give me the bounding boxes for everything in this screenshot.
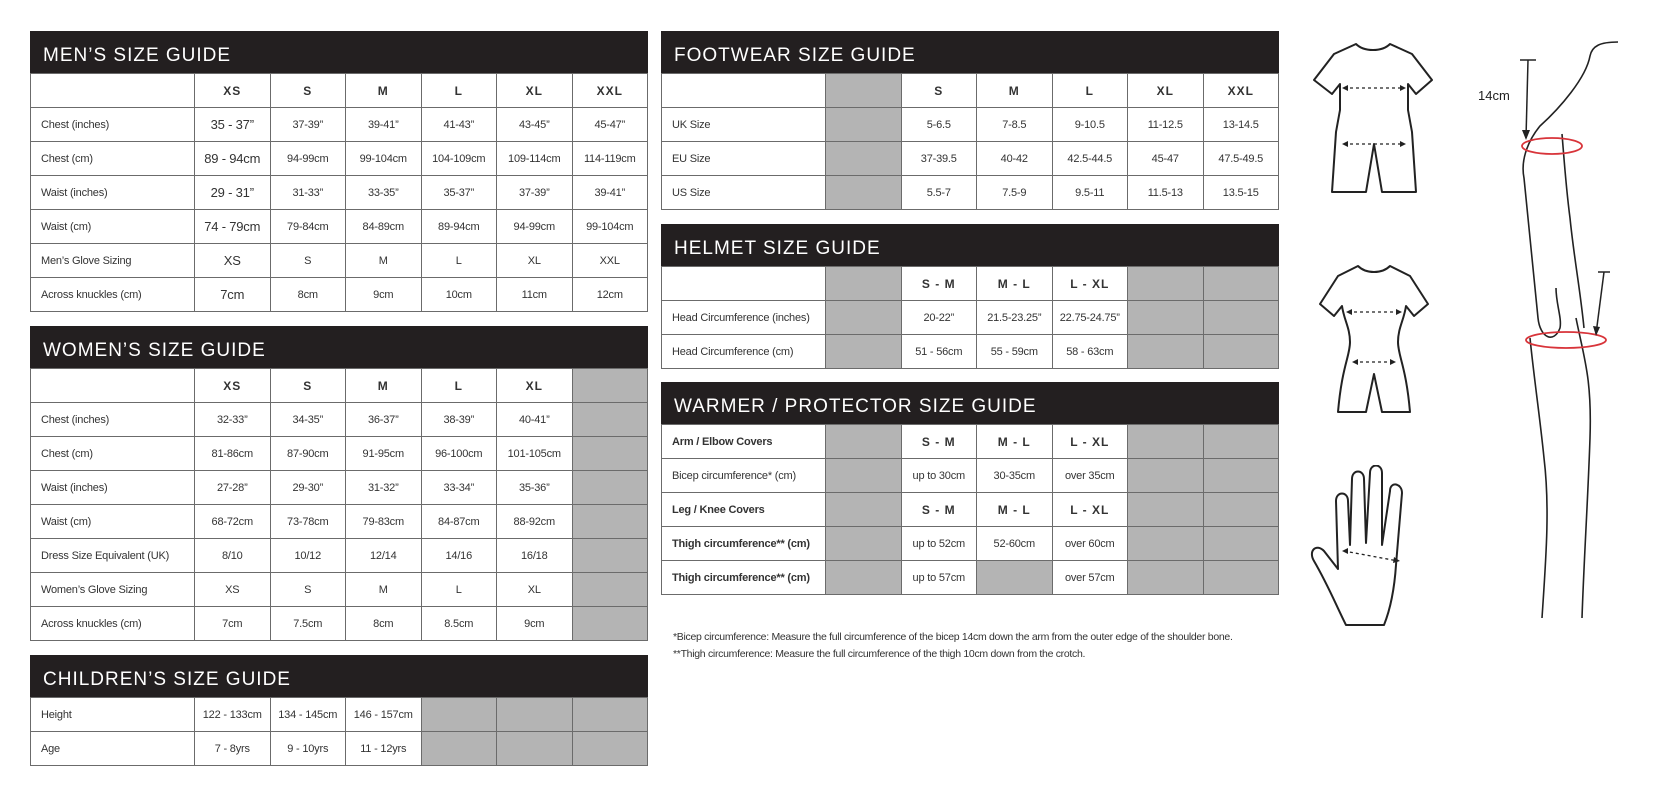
table-cell: 20-22” [901, 301, 977, 335]
table-cell: XS [195, 573, 271, 607]
table-cell: L [421, 244, 497, 278]
arm-measurement-label: 14cm [1478, 88, 1510, 103]
table-cell: XL [497, 244, 573, 278]
header-cell: M [977, 74, 1053, 108]
table-row [31, 732, 648, 766]
table-row [662, 527, 1279, 561]
table-cell: 134 - 145cm [270, 698, 346, 732]
row-label: Leg / Knee Covers [662, 493, 826, 527]
table-cell: 11 - 12yrs [346, 732, 422, 766]
row-label: Men’s Glove Sizing [31, 244, 195, 278]
header-cell: S - M [901, 493, 977, 527]
empty-cell [572, 437, 648, 471]
empty-cell [1203, 335, 1279, 369]
row-label: Dress Size Equivalent (UK) [31, 539, 195, 573]
table-cell: 87-90cm [270, 437, 346, 471]
table-cell: 13-14.5 [1203, 108, 1279, 142]
header-cell: XXL [572, 74, 648, 108]
header-cell: M - L [977, 493, 1053, 527]
row-label: Age [31, 732, 195, 766]
header-cell: M - L [977, 267, 1053, 301]
table-cell: 99-104cm [346, 142, 422, 176]
table-header-row [662, 493, 1279, 527]
table-cell: 91-95cm [346, 437, 422, 471]
table-cell: 12/14 [346, 539, 422, 573]
table-cell: up to 57cm [901, 561, 977, 595]
table-cell: 8/10 [195, 539, 271, 573]
empty-cell [826, 527, 902, 561]
table-cell: 89 - 94cm [195, 142, 271, 176]
empty-cell [826, 493, 902, 527]
empty-cell [497, 732, 573, 766]
empty-cell [497, 698, 573, 732]
header-cell: L [1052, 74, 1128, 108]
table-cell: 52-60cm [977, 527, 1053, 561]
header-cell: L - XL [1052, 425, 1128, 459]
table-cell: 9cm [346, 278, 422, 312]
empty-cell [977, 561, 1053, 595]
empty-cell [826, 425, 902, 459]
table-row [662, 142, 1279, 176]
table-cell: 94-99cm [270, 142, 346, 176]
table-cell: M [346, 244, 422, 278]
womens-jersey-diagram-icon [1318, 262, 1430, 427]
row-label: Thigh circumference** (cm) [662, 561, 826, 595]
row-label: US Size [662, 176, 826, 210]
table-cell: XL [497, 573, 573, 607]
empty-cell [572, 607, 648, 641]
table-cell: up to 30cm [901, 459, 977, 493]
table-cell: 58 - 63cm [1052, 335, 1128, 369]
table-row [662, 335, 1279, 369]
childrens-size-guide [30, 655, 648, 766]
table-cell: 84-89cm [346, 210, 422, 244]
table-row [31, 505, 648, 539]
table-cell: 40-42 [977, 142, 1053, 176]
table-cell: 37-39” [497, 176, 573, 210]
table-cell: over 60cm [1052, 527, 1128, 561]
table-cell: 5-6.5 [901, 108, 977, 142]
header-cell: S [270, 369, 346, 403]
table-cell: up to 52cm [901, 527, 977, 561]
table-cell: M [346, 573, 422, 607]
row-label: Chest (cm) [31, 142, 195, 176]
table-cell: 10cm [421, 278, 497, 312]
warmer-protector-size-guide [661, 382, 1279, 595]
table-cell: 81-86cm [195, 437, 271, 471]
table-cell: 33-34” [421, 471, 497, 505]
header-cell: XS [195, 74, 271, 108]
table-cell: 79-83cm [346, 505, 422, 539]
table-cell: 47.5-49.5 [1203, 142, 1279, 176]
table-cell: over 57cm [1052, 561, 1128, 595]
table-cell: 42.5-44.5 [1052, 142, 1128, 176]
empty-cell [826, 335, 902, 369]
empty-cell [1203, 267, 1279, 301]
table-row [31, 244, 648, 278]
header-cell: S [901, 74, 977, 108]
empty-cell [1128, 425, 1204, 459]
table-row [31, 176, 648, 210]
table-row [662, 561, 1279, 595]
row-label: Waist (inches) [31, 176, 195, 210]
helmet-size-table [661, 266, 1279, 369]
empty-cell [1128, 459, 1204, 493]
table-cell: 8cm [270, 278, 346, 312]
table-cell: 39-41” [346, 108, 422, 142]
womens-size-guide [30, 326, 648, 641]
header-cell [31, 369, 195, 403]
table-cell: 9cm [497, 607, 573, 641]
empty-cell [1203, 425, 1279, 459]
table-row [662, 459, 1279, 493]
table-cell: 29-30” [270, 471, 346, 505]
table-cell: 68-72cm [195, 505, 271, 539]
table-cell: 51 - 56cm [901, 335, 977, 369]
footwear-size-table [661, 73, 1279, 210]
table-cell: 32-33” [195, 403, 271, 437]
womens-size-table [30, 368, 648, 641]
hand-diagram-icon [1306, 465, 1426, 630]
table-cell: 21.5-23.25” [977, 301, 1053, 335]
bicep-footnote: *Bicep circumference: Measure the full circumference of the bicep 14cm down the arm from the outer edge of the shoulder bone. [673, 631, 1233, 643]
table-cell: 9 - 10yrs [270, 732, 346, 766]
mens-size-guide [30, 31, 648, 312]
table-cell: 96-100cm [421, 437, 497, 471]
table-cell: L [421, 573, 497, 607]
table-cell: 8cm [346, 607, 422, 641]
table-cell: 35 - 37” [195, 108, 271, 142]
empty-cell [1203, 493, 1279, 527]
womens-guide-title: WOMEN’S SIZE GUIDE [30, 326, 648, 368]
table-cell: 7cm [195, 607, 271, 641]
empty-cell [1128, 493, 1204, 527]
header-cell: XL [1128, 74, 1204, 108]
footnotes [673, 629, 1293, 663]
header-cell: M - L [977, 425, 1053, 459]
table-cell: 38-39” [421, 403, 497, 437]
table-cell: 13.5-15 [1203, 176, 1279, 210]
table-cell: 37-39.5 [901, 142, 977, 176]
row-label: Chest (cm) [31, 437, 195, 471]
table-cell: 8.5cm [421, 607, 497, 641]
table-header-row [662, 74, 1279, 108]
table-cell: 10/12 [270, 539, 346, 573]
footwear-size-guide [661, 31, 1279, 210]
table-cell: 73-78cm [270, 505, 346, 539]
table-cell: 31-33” [270, 176, 346, 210]
header-cell: S - M [901, 267, 977, 301]
empty-cell [572, 403, 648, 437]
table-cell: 7-8.5 [977, 108, 1053, 142]
table-cell: 7.5cm [270, 607, 346, 641]
row-label: Women’s Glove Sizing [31, 573, 195, 607]
header-cell: L - XL [1052, 267, 1128, 301]
thigh-footnote: **Thigh circumference: Measure the full circumference of the thigh 10cm down from the crotch. [673, 648, 1086, 660]
table-row [662, 108, 1279, 142]
empty-cell [572, 471, 648, 505]
empty-cell [572, 369, 648, 403]
header-cell: XS [195, 369, 271, 403]
table-cell: 7 - 8yrs [195, 732, 271, 766]
table-cell: S [270, 573, 346, 607]
row-label: Across knuckles (cm) [31, 278, 195, 312]
helmet-guide-title: HELMET SIZE GUIDE [661, 224, 1279, 266]
empty-cell [826, 301, 902, 335]
header-cell: M [346, 74, 422, 108]
table-cell: 35-37” [421, 176, 497, 210]
row-label: Arm / Elbow Covers [662, 425, 826, 459]
header-cell: XL [497, 74, 573, 108]
table-cell: 29 - 31” [195, 176, 271, 210]
table-cell: 74 - 79cm [195, 210, 271, 244]
table-row [31, 539, 648, 573]
empty-cell [1203, 301, 1279, 335]
empty-cell [1203, 459, 1279, 493]
table-cell: 30-35cm [977, 459, 1053, 493]
table-cell: 36-37” [346, 403, 422, 437]
row-label: Height [31, 698, 195, 732]
table-cell: 89-94cm [421, 210, 497, 244]
mens-size-table [30, 73, 648, 312]
row-label: Waist (inches) [31, 471, 195, 505]
empty-cell [572, 698, 648, 732]
table-cell: 7.5-9 [977, 176, 1053, 210]
table-cell: 9-10.5 [1052, 108, 1128, 142]
header-cell: M [346, 369, 422, 403]
table-row [31, 108, 648, 142]
table-cell: 94-99cm [497, 210, 573, 244]
table-cell: XS [195, 244, 271, 278]
table-header-row [31, 74, 648, 108]
table-cell: 146 - 157cm [346, 698, 422, 732]
empty-cell [826, 267, 902, 301]
table-cell: 114-119cm [572, 142, 648, 176]
table-row [31, 142, 648, 176]
header-cell: S - M [901, 425, 977, 459]
table-cell: 14/16 [421, 539, 497, 573]
table-cell: 101-105cm [497, 437, 573, 471]
header-cell: L [421, 74, 497, 108]
empty-cell [826, 108, 902, 142]
table-row [662, 301, 1279, 335]
header-cell: L - XL [1052, 493, 1128, 527]
mens-jersey-diagram-icon [1312, 40, 1434, 205]
table-cell: 9.5-11 [1052, 176, 1128, 210]
table-row [31, 471, 648, 505]
empty-cell [421, 732, 497, 766]
row-label: Head Circumference (cm) [662, 335, 826, 369]
childrens-guide-title: CHILDREN’S SIZE GUIDE [30, 655, 648, 697]
table-cell: 39-41” [572, 176, 648, 210]
table-row [31, 278, 648, 312]
table-header-row [31, 369, 648, 403]
warmer-guide-title: WARMER / PROTECTOR SIZE GUIDE [661, 382, 1279, 424]
header-cell [662, 74, 826, 108]
table-cell: 16/18 [497, 539, 573, 573]
table-cell: 34-35” [270, 403, 346, 437]
table-cell: 55 - 59cm [977, 335, 1053, 369]
header-cell: S [270, 74, 346, 108]
empty-cell [1128, 335, 1204, 369]
empty-cell [1203, 527, 1279, 561]
table-cell: 99-104cm [572, 210, 648, 244]
empty-cell [572, 505, 648, 539]
empty-cell [572, 573, 648, 607]
empty-cell [1128, 527, 1204, 561]
footwear-guide-title: FOOTWEAR SIZE GUIDE [661, 31, 1279, 73]
table-cell: 35-36” [497, 471, 573, 505]
header-cell: XXL [1203, 74, 1279, 108]
header-cell [662, 267, 826, 301]
table-cell: 11.5-13 [1128, 176, 1204, 210]
empty-cell [572, 539, 648, 573]
table-row [31, 210, 648, 244]
empty-cell [826, 561, 902, 595]
table-cell: 45-47” [572, 108, 648, 142]
table-cell: 40-41” [497, 403, 573, 437]
table-row [31, 573, 648, 607]
warmer-size-table [661, 424, 1279, 595]
table-cell: 84-87cm [421, 505, 497, 539]
table-cell: 79-84cm [270, 210, 346, 244]
arm-leg-measurement-diagram-icon [1500, 38, 1630, 628]
row-label: Waist (cm) [31, 210, 195, 244]
row-label: Bicep circumference* (cm) [662, 459, 826, 493]
mens-guide-title: MEN’S SIZE GUIDE [30, 31, 648, 73]
table-cell: S [270, 244, 346, 278]
row-label: EU Size [662, 142, 826, 176]
table-cell: 31-32” [346, 471, 422, 505]
table-cell: 22.75-24.75” [1052, 301, 1128, 335]
empty-cell [1128, 267, 1204, 301]
empty-cell [826, 459, 902, 493]
table-row [31, 437, 648, 471]
table-row [31, 403, 648, 437]
childrens-size-table [30, 697, 648, 766]
table-cell: 104-109cm [421, 142, 497, 176]
row-label: UK Size [662, 108, 826, 142]
header-cell: L [421, 369, 497, 403]
header-cell [31, 74, 195, 108]
helmet-size-guide [661, 224, 1279, 369]
empty-cell [1203, 561, 1279, 595]
table-cell: 45-47 [1128, 142, 1204, 176]
table-row [31, 607, 648, 641]
table-row [31, 698, 648, 732]
table-cell: XXL [572, 244, 648, 278]
table-cell: 33-35” [346, 176, 422, 210]
table-row [662, 176, 1279, 210]
table-cell: 41-43” [421, 108, 497, 142]
table-cell: 109-114cm [497, 142, 573, 176]
table-cell: 27-28” [195, 471, 271, 505]
table-cell: 88-92cm [497, 505, 573, 539]
row-label: Chest (inches) [31, 108, 195, 142]
table-cell: 43-45” [497, 108, 573, 142]
row-label: Across knuckles (cm) [31, 607, 195, 641]
empty-cell [1128, 561, 1204, 595]
table-cell: 11cm [497, 278, 573, 312]
row-label: Chest (inches) [31, 403, 195, 437]
table-cell: 7cm [195, 278, 271, 312]
empty-cell [826, 176, 902, 210]
table-header-row [662, 425, 1279, 459]
empty-cell [572, 732, 648, 766]
empty-cell [826, 142, 902, 176]
table-cell: 12cm [572, 278, 648, 312]
table-cell: 37-39” [270, 108, 346, 142]
empty-cell [1128, 301, 1204, 335]
header-cell: XL [497, 369, 573, 403]
table-cell: 122 - 133cm [195, 698, 271, 732]
empty-cell [826, 74, 902, 108]
empty-cell [421, 698, 497, 732]
row-label: Waist (cm) [31, 505, 195, 539]
row-label: Thigh circumference** (cm) [662, 527, 826, 561]
row-label: Head Circumference (inches) [662, 301, 826, 335]
table-header-row [662, 267, 1279, 301]
table-cell: 5.5-7 [901, 176, 977, 210]
table-cell: over 35cm [1052, 459, 1128, 493]
table-cell: 11-12.5 [1128, 108, 1204, 142]
